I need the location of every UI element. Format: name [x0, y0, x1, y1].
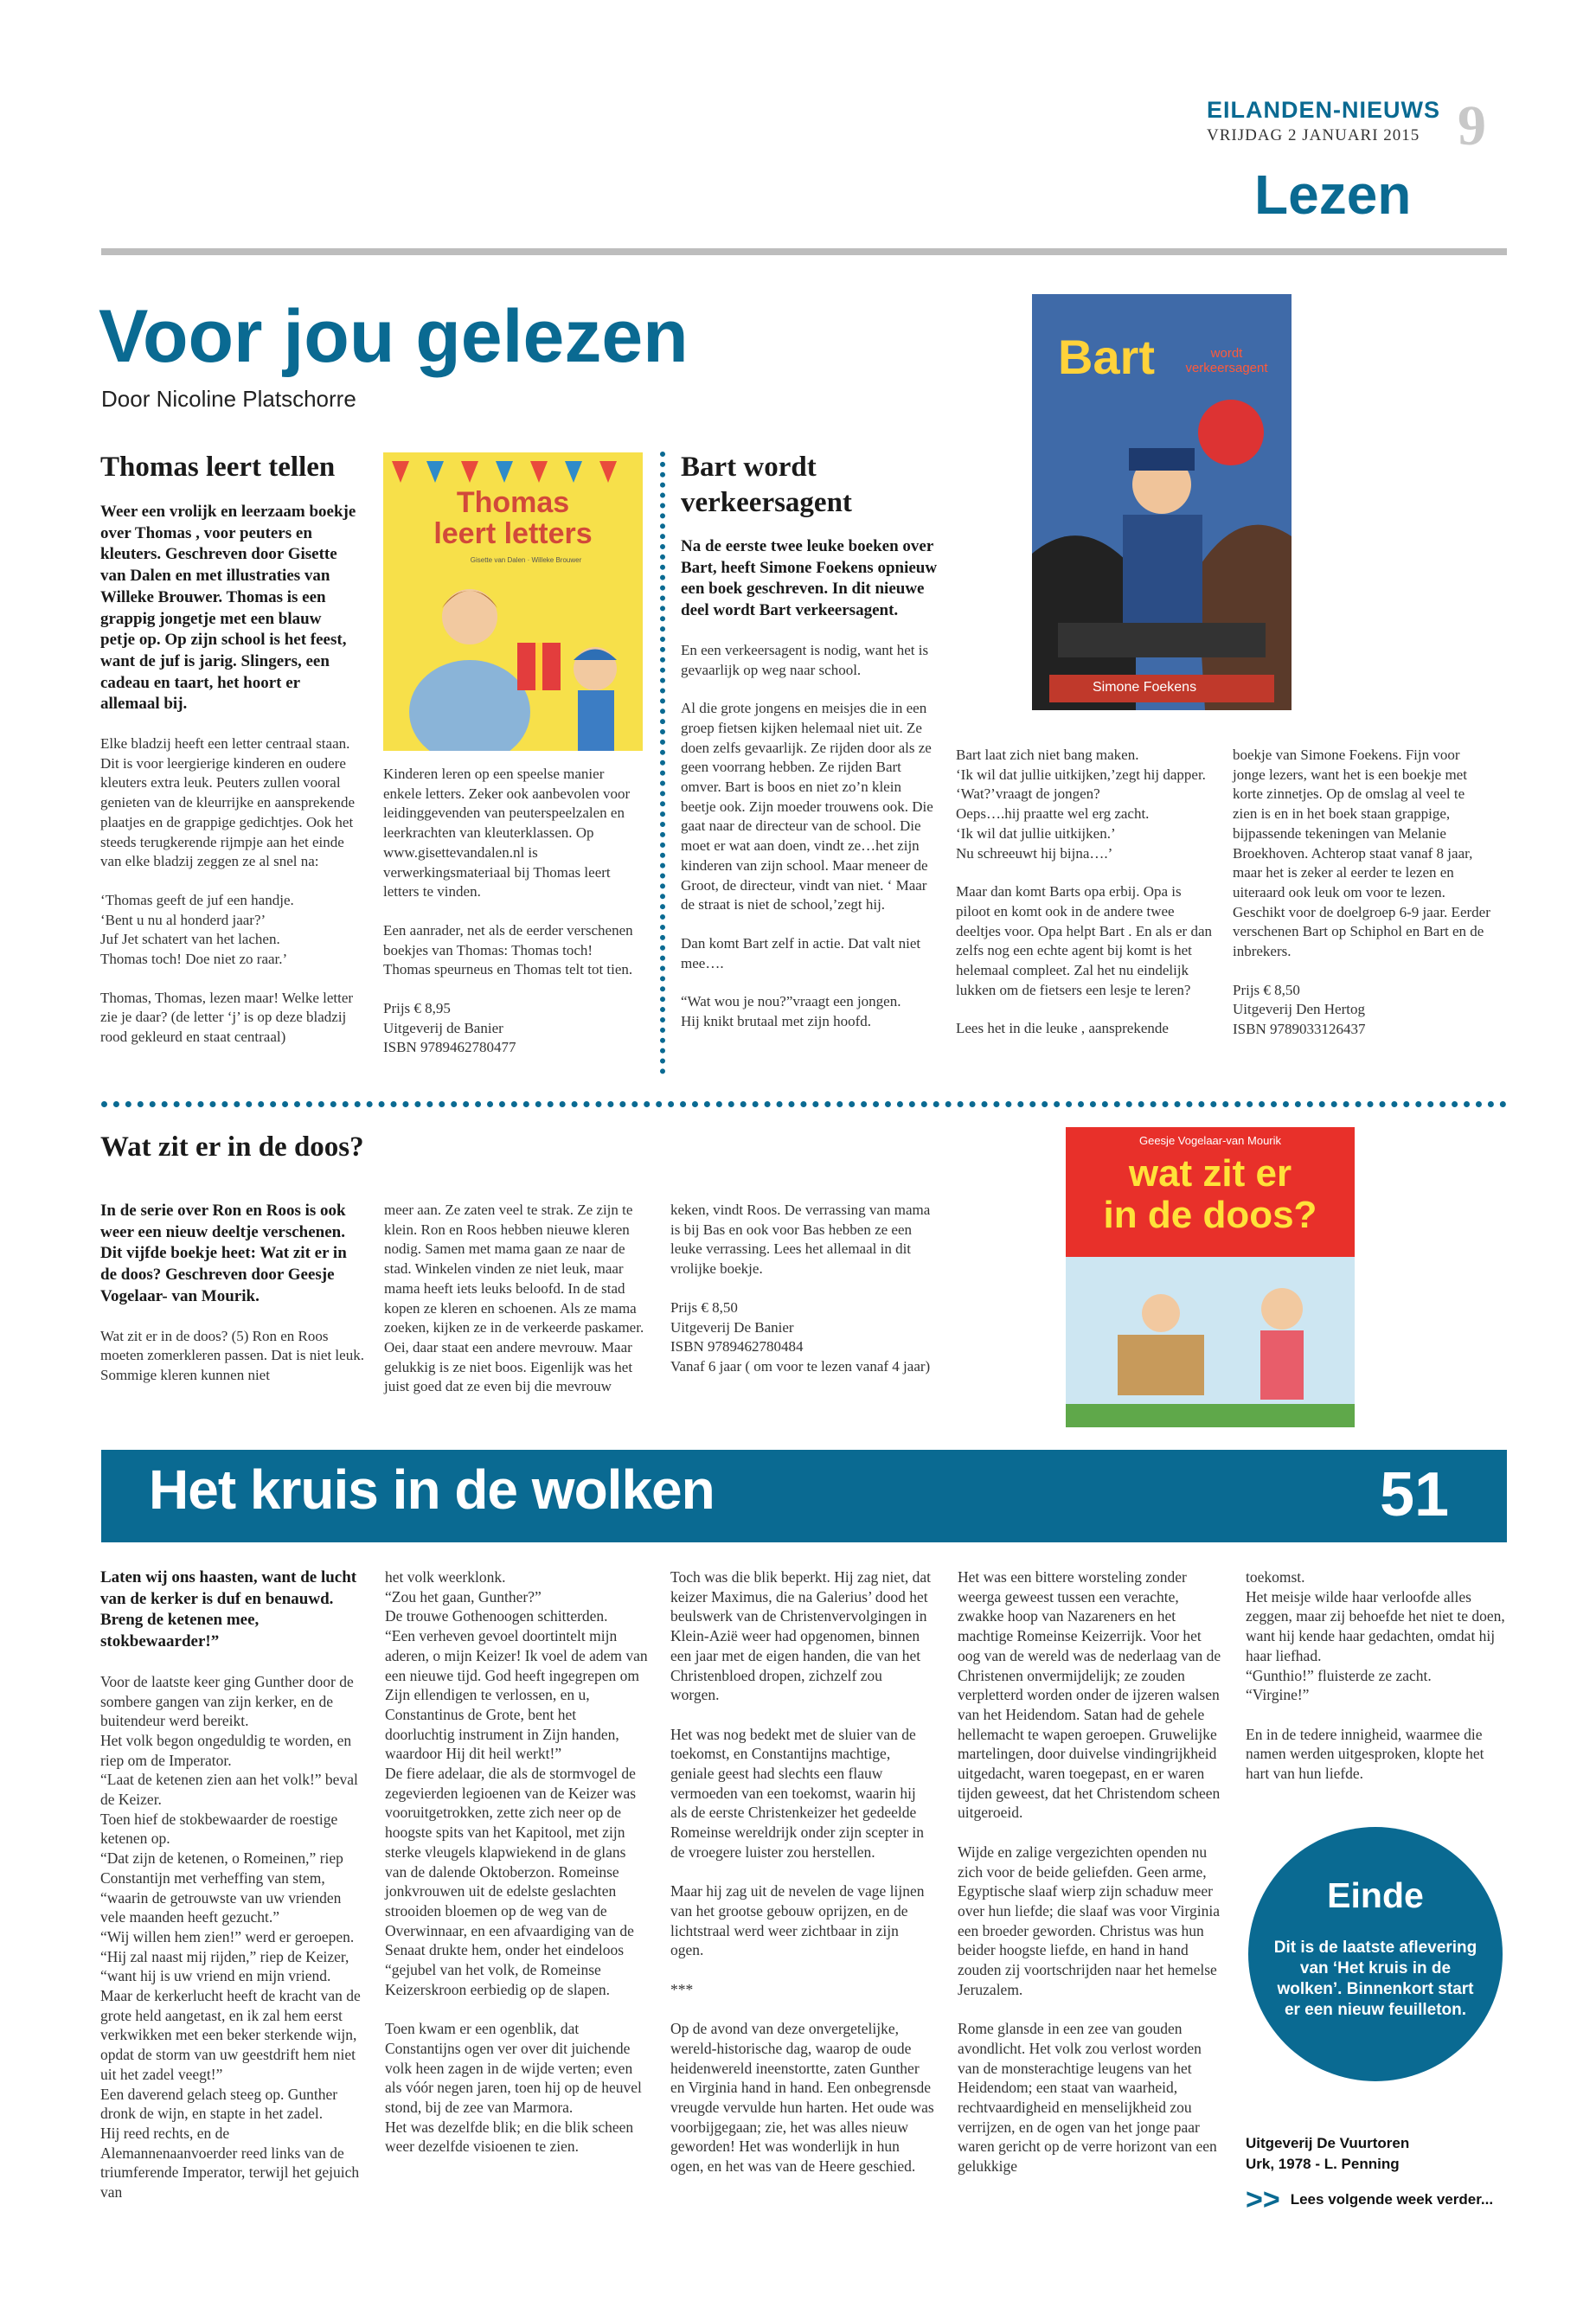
- review-title-thomas: Thomas leert tellen: [100, 452, 336, 483]
- body-paragraph: Een aanrader, net als de eerder verschenen boekjes van Thomas: Thomas toch! Thomas speurneus en Thomas telt tot tien.: [383, 921, 633, 978]
- lead-text: Laten wij ons haasten, want de lucht van de kerker is duf en benauwd. Breng de ketenen mee, stokbewaarder!”: [100, 1568, 357, 1651]
- serial-publisher: Uitgeverij De Vuurtoren Urk, 1978 - L. Penning: [1246, 2135, 1410, 2172]
- episode-number: 51: [1380, 1460, 1450, 1529]
- body-paragraph: En een verkeersagent is nodig, want het is gevaarlijk op weg naar school.: [681, 641, 929, 678]
- section-title: Lezen: [1254, 163, 1412, 226]
- body-paragraph: keken, vindt Roos. De verrassing van mama is bij Bas en ook voor Bas hebben ze een leuke verrassing. Lees het allemaal in dit vrolijke boekje.: [670, 1202, 931, 1278]
- next-week-text: Lees volgende week verder...: [1290, 2190, 1494, 2208]
- lead-text: In de serie over Ron en Roos is ook weer een nieuw deeltje verschenen. Dit vijfde boekje heet: Wat zit er in de doos? Geschreven door Geesje Vogelaar- van Mourik.: [100, 1202, 347, 1305]
- serial-column-5: toekomst. Het meisje wilde haar verloofde alles zeggen, maar zij behoefde het niet te doen, want hij kende haar gedachten, omdat hij haar liefhad. “Gunthio!” fluisterde ze zacht. “Virgine!” En in de tedere innigheid, waarmee die namen werden uitgesproken, klopte het hart van hun liefde.: [1246, 1568, 1505, 1783]
- body-paragraph: ‘Thomas geeft de juf een handje. ‘Bent u nu al honderd jaar?’ Juf Jet schatert van het lachen. Thomas toch! Doe niet zo raar.’: [100, 891, 294, 968]
- body-paragraph: “Wat wou je nou?”vraagt een jongen. Hij knikt brutaal met zijn hoofd.: [681, 993, 901, 1030]
- review-body-thomas-2: [383, 765, 643, 1077]
- review-title-bart: Bart wordt verkeersagent: [681, 452, 852, 518]
- body-paragraph: Prijs € 8,95 Uitgeverij de Banier ISBN 9789462780477: [383, 1000, 516, 1056]
- end-badge-title: Einde: [1327, 1875, 1424, 1915]
- review-column-bart-3: [1233, 746, 1490, 1059]
- review-column-doos-2: [384, 1201, 652, 1416]
- serial-column-2: het volk weerklonk. “Zou het gaan, Gunther?” De trouwe Gothenoogen schitterden. “Een verheven gevoel doortintelt mijn aderen, o mijn Keizer! Ik voel de adem van een nieuwe tijd. God heeft ingegrepen om Zijn ellendigen te verlossen, en u, Constantinus de Grote, bent het doorluchtig instrument in Zijn handen, waardoor Hij dit heil werkt!” De fiere adelaar, die als de stormvogel de zegevierden legioenen van de Keizer was vooruitgetrokken, zette zich neer op de hoogste spits van het Kapitool, met zijn sterke vleugels klapwiekend in de glans van de dalende Oktoberzon. Romeinse jonkvrouwen uit de edelste geslachten strooiden bloemen op de weg van de Overwinnaar, en een afvaardiging van de Senaat drukte hem, onder het eindeloos “gejubel van het volk, de Romeinse Keizerskroon eerbiedig op de slapen. Toen kwam er een ogenblik, dat Constantijns ogen ver over dit juichende volk heen zagen in de wijde verten; even als vóór negen jaren, toen hij op de heuvel stond, bij de zee van Marmora. Het was dezelfde blik; en die blik scheen weer dezelfde visioenen te zien.: [385, 1568, 648, 2156]
- body-paragraph: Thomas, Thomas, lezen maar! Welke letter zie je daar? (de letter ‘j’ is op deze bladzij rood gekleurd en staat centraal): [100, 989, 354, 1046]
- book-cover-doos: [1066, 1127, 1355, 1427]
- double-arrow-icon: >>: [1246, 2183, 1280, 2216]
- lead-text: Weer een vrolijk en leerzaam boekje over Thomas , voor peuters en kleuters. Geschreven door Gisette van Dalen en met illustraties van Willeke Brouwer. Thomas is een grappig jongetje met een blauw petje op. Op zijn school is het feest, want de juf is jarig. Slingers, een cadeau en taart, het hoort er allemaal bij.: [100, 503, 356, 714]
- cover-title: Bart: [1058, 330, 1156, 384]
- cover-subtitle: Gisette van Dalen · Willeke Brouwer: [470, 556, 582, 564]
- next-week-note: [1246, 2183, 1493, 2217]
- byline: Door Nicoline Platschorre: [101, 386, 356, 412]
- end-badge-text: Dit is de laatste aflevering van ‘Het kruis in de wolken’. Binnenkort start er een nieuw feuilleton.: [1273, 1939, 1477, 2019]
- body-paragraph: Maar dan komt Barts opa erbij. Opa is piloot en komt ook in de andere twee deeltjes voor. Opa helpt Bart . En als er dan zelfs nog een echte agent bij komt is het helemaal compleet. Zal het nu eindelijk lukken om de fietsers een lesje te leren?: [956, 883, 1212, 998]
- body-paragraph: Elke bladzij heeft een letter centraal staan. Dit is voor leergierige kinderen en oudere kleuters extra leuk. Peuters zullen vooral genieten van de kleurrijke en aansprekende plaatjes en de grappige gedichtjes. Ook het steeds terugkerende rijmpje aan het einde van elke bladzij zeggen ze al snel na:: [100, 735, 356, 870]
- cover-title-line: wat zit er: [1128, 1152, 1292, 1195]
- cover-author: Geesje Vogelaar-van Mourik: [1138, 1134, 1282, 1147]
- review-column-doos-1: [100, 1201, 364, 1405]
- review-column-bart-1: [681, 536, 939, 1051]
- issue-date: VRIJDAG 2 JANUARI 2015: [1207, 126, 1420, 144]
- body-paragraph: Lees het in die leuke , aansprekende: [956, 1020, 1169, 1037]
- review-column-bart-2: [956, 746, 1214, 1058]
- book-cover-bart: [1032, 294, 1292, 710]
- cover-subtitle: wordt verkeersagent: [1185, 346, 1268, 375]
- review-column-doos-3: [670, 1201, 939, 1396]
- feature-title: Voor jou gelezen: [99, 295, 689, 378]
- body-paragraph: Kinderen leren op een speelse manier enkele letters. Zeker ook aanbevolen voor leidinggevenden van peuterspeelzalen en leerkrachten van kleuterklassen. Op www.gisettevandalen.nl is verwerkingsmateriaal bij Thomas leert letters te vinden.: [383, 766, 631, 901]
- body-paragraph: Prijs € 8,50 Uitgeverij De Banier ISBN 9789462780484 Vanaf 6 jaar ( om voor te lezen vanaf 4 jaar): [670, 1298, 931, 1375]
- serial-column-3: Toch was die blik beperkt. Hij zag niet, dat keizer Maximus, die na Galerius’ dood het beulswerk van de Christenvervolgingen in Klein-Azië weer had opgenomen, binnen een jaar met de eigen handen, die van het Christenbloed dropen, zichzelf zou worgen. Het was nog bedekt met de sluier van de toekomst, en Constantijns machtige, geniale geest had slechts een flauw vermoeden van een toekomst, waarin hij als de eerste Christenkeizer het gedeelde Romeinse wereldrijk onder zijn scepter in de vroegere luister zou herstellen. Maar hij zag uit de nevelen de vage lijnen van het grootse gebouw oprijzen, en de lichtstraal werd weer zichtbaar in zijn ogen. *** Op de avond van deze onvergetelijke, wereld-historische dag, waarop de oude heidenwereld ineenstortte, zaten Gunther en Virginia hand in hand. Een onbegrensde vreugde vervulde hun harten. Het oude was voorbijgegaan; zie, het was alles nieuw geworden! Het was wonderlijk in hun ogen, en het was van de Heere geschied.: [670, 1568, 934, 2176]
- review-lead-thomas: [100, 502, 360, 1067]
- body-paragraph: Bart laat zich niet bang maken. ‘Ik wil dat jullie uitkijken,’zegt hij dapper. ‘Wat?’vraagt de jongen? Oeps….hij praatte wel erg zacht. ‘Ik wil dat jullie uitkijken.’ Nu schreeuwt hij bijna….’: [956, 747, 1206, 862]
- body-paragraph: Al die grote jongens en meisjes die in een groep fietsen kijken helemaal niet uit. Ze doen zelfs gevaarlijk. Ze rijden door als ze geen voorrang hebben. Ze rijden Bart omver. Bart is boos en niet zo’n klein beetje ook. Zijn moeder trouwens ook. Die gaat naar de directeur van de school. Die moet er wat aan doen, vindt ze…het zijn kinderen van zijn school. Maar meneer de Groot, de directeur, vindt van niet. ‘ Maar de straat is niet de school,’zegt hij.: [681, 700, 933, 913]
- body-paragraph: Wat zit er in de doos? (5) Ron en Roos moeten zomerkleren passen. Dat is niet leuk. Sommige kleren kunnen niet: [100, 1327, 364, 1383]
- body-paragraph: boekje van Simone Foekens. Fijn voor jonge lezers, want het is een boekje met korte zinnetjes. Op de omslag al veel te zien is en in het boek staan grappige, bijpassende tekeningen van Melanie Broekhoven. Achterop staat vanaf 8 jaar, maar het is zeker al eerder te lezen en uiteraard ook leuk om voor te lezen. Geschikt voor de doelgroep 6-9 jaar. Eerder verschenen Bart op Schiphol en Bart en de inbrekers.: [1233, 747, 1490, 960]
- cover-title: Thomas leert letters: [433, 486, 593, 550]
- body-paragraph: meer aan. Ze zaten veel te strak. Ze zijn te klein. Ron en Roos hebben nieuwe kleren nodig. Samen met mama gaan ze naar de stad. Winkelen vinden ze niet leuk, maar mama heeft iets leuks beloofd. In de stad kopen ze kleren en schoenen. Als ze mama zoeken, kijken ze in de verkeerde paskamer. Oei, daar staat een andere mevrouw. Maar gelukkig is ze niet boos. Eigenlijk was het juist goed dat ze even bij die mevrouw: [384, 1202, 644, 1395]
- serial-column-1: [100, 1567, 364, 2202]
- body-paragraph: Prijs € 8,50 Uitgeverij Den Hertog ISBN 9789033126437: [1233, 981, 1366, 1038]
- serial-column-4: Het was een bittere worsteling zonder weerga geweest tussen een verachte, zwakke hoop van Nazareners en het machtige Romeinse Keizerrijk. Voor het oog van de wereld was de nederlaag van de Christenen onvermijdelijk; ze zouden verpletterd worden onder de ijzeren walsen van het Heidendom. Satan had de gehele hellemacht te wapen geroepen. Gruwelijke martelingen, door duivelse vindingrijkheid uitgedacht, waren toegepast, en er waren tijden geweest, dat het Christendom scheen uitgeroeid. Wijde en zalige vergezichten openden nu zich voor de beide geliefden. Geen arme, Egyptische slaaf wierp zijn schaduw meer over hun liefde; die slaaf was voor Virginia een broeder geworden. Christus was hun beider hoogste liefde, en hand in hand zouden zij voortschrijden naar het hemelse Jeruzalem. Rome glansde in een zee van gouden avondlicht. Het volk zou verlost worden van de monsterachtige leugens van het Heidendom; een staat van waarheid, rechtvaardigheid en menselijkheid zou verrijzen, en de ogen van het jonge paar waren gericht op de verre horizont van een gelukkige: [958, 1568, 1221, 2176]
- review-title-doos: Wat zit er in de doos?: [100, 1131, 364, 1163]
- column-divider: [660, 452, 665, 1074]
- book-cover-thomas: [383, 452, 643, 751]
- cover-title: [1066, 1153, 1355, 1236]
- serial-text: Voor de laatste keer ging Gunther door de sombere gangen van zijn kerker, en de buitendeur werd bereikt. Het volk begon ongeduldig te worden, en riep om de Imperator. “Laat de ketenen zien aan het volk!” beval de Keizer. Toen hief de stokbewaarder de roestige ketenen op. “Dat zijn de ketenen, o Romeinen,” riep Constantijn met verheffing van stem, “waarin de getrouwste van uw vrienden vele maanden heeft gezucht.” “Wij willen hem zien!” werd er geroepen. “Hij zal naast mij rijden,” riep de Keizer, “want hij is uw vriend en mijn vriend. Maar de kerkerlucht heeft de kracht van de grote held aangetast, en ik zal hem eerst verkwikken met een beker sterkende wijn, opdat de storm van uw geestdrift hem niet uit het zadel veegt!” Een daverend gelach steeg op. Gunther dronk de wijn, en stapte in het zadel. Hij reed rechts, en de Alemannenaanvoerder reed links van de triumferende Imperator, terwijl het gejuich van: [100, 1672, 361, 2202]
- page-number: 9: [1458, 94, 1486, 157]
- header-rule: [101, 248, 1507, 255]
- section-divider: [101, 1101, 1507, 1107]
- serial-title: Het kruis in de wolken: [149, 1458, 715, 1521]
- lead-text: Na de eerste twee leuke boeken over Bart, heeft Simone Foekens opnieuw een boek geschreven. In dit nieuwe deel wordt Bart verkeersagent.: [681, 537, 938, 620]
- cover-author: Simone Foekens: [1093, 680, 1197, 695]
- masthead: EILANDEN-NIEUWS: [1207, 97, 1440, 123]
- cover-title-line: in de doos?: [1103, 1194, 1317, 1236]
- body-paragraph: Dan komt Bart zelf in actie. Dat valt niet mee….: [681, 934, 921, 971]
